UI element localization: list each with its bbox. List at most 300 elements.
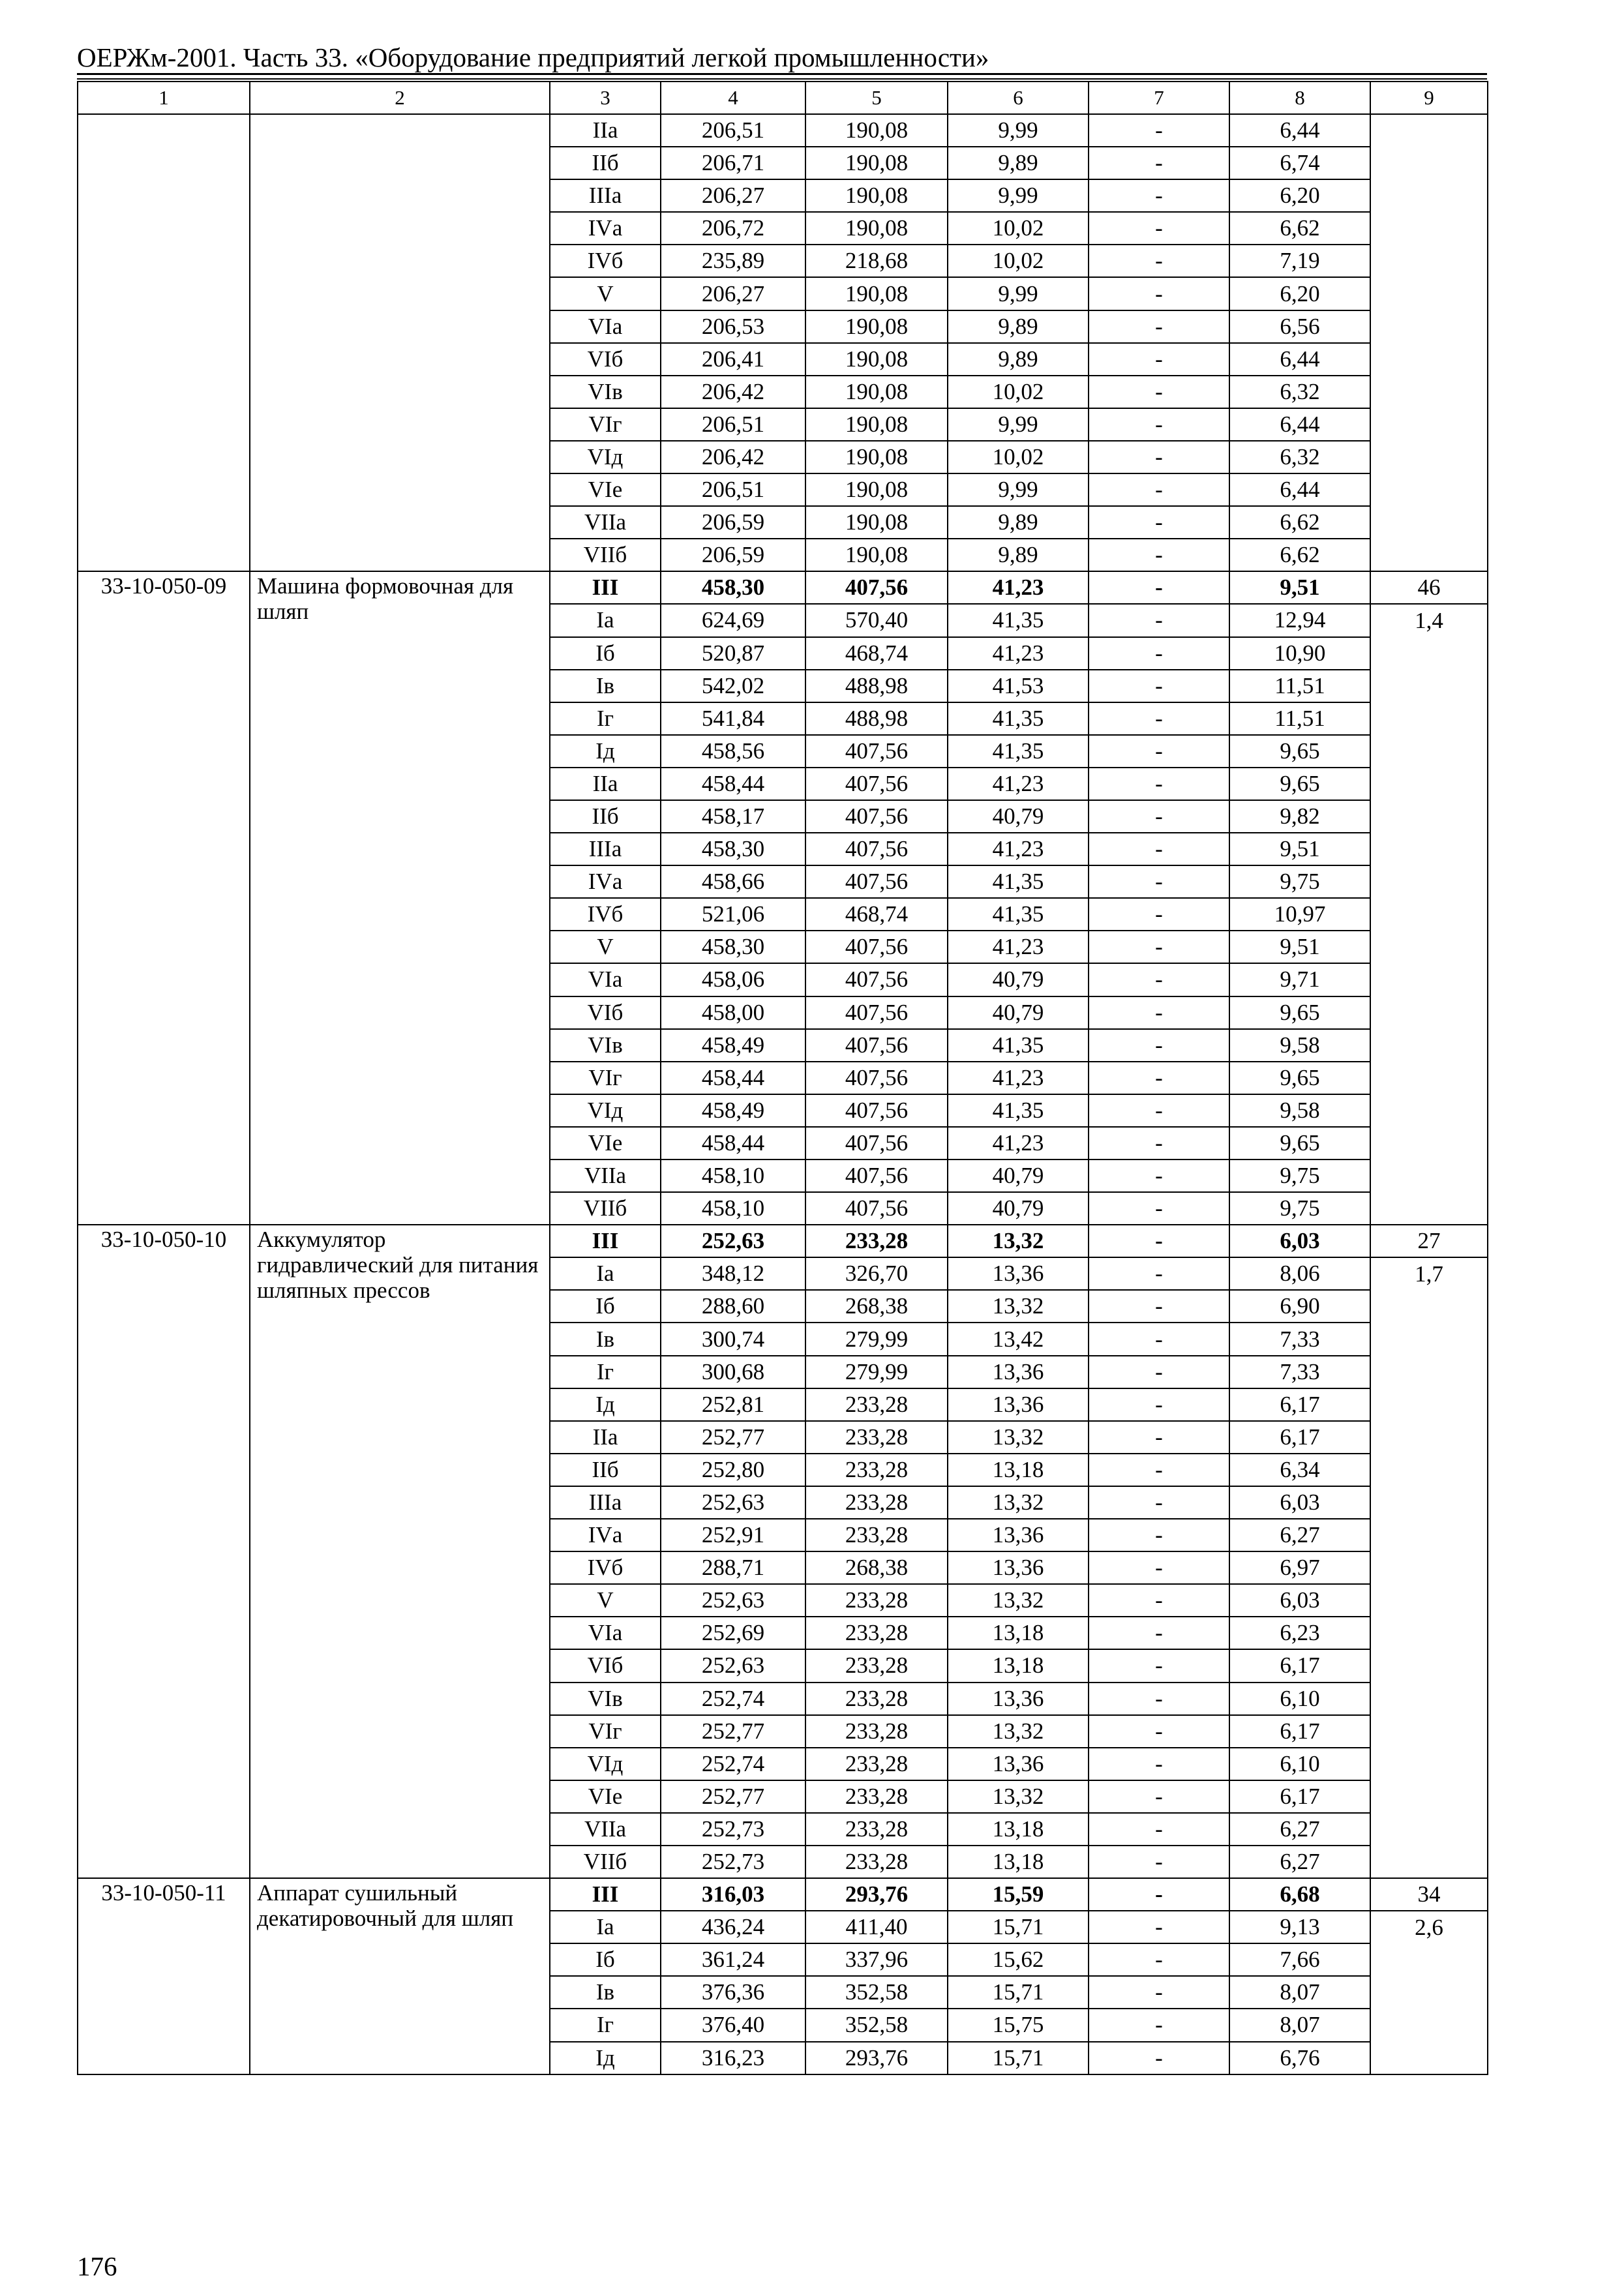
base-cost-cell: 252,77	[661, 1780, 805, 1813]
name-cell	[250, 114, 550, 571]
base-cost-cell: 300,74	[661, 1323, 805, 1355]
materials-cell: 6,56	[1229, 310, 1370, 343]
machine-operation-cell: 9,99	[948, 179, 1089, 212]
condition-cell: IVа	[550, 865, 661, 898]
machinists-wages-cell: -	[1089, 147, 1229, 179]
table-row	[78, 1225, 1488, 1257]
materials-cell: 8,06	[1229, 1257, 1370, 1290]
wages-cell: 407,56	[805, 768, 948, 800]
condition-cell: Iб	[550, 637, 661, 670]
page-number: 176	[77, 2251, 117, 2281]
materials-cell: 6,03	[1229, 1486, 1370, 1519]
materials-cell: 9,51	[1229, 571, 1370, 604]
condition-cell: VIд	[550, 1094, 661, 1127]
machinists-wages-cell: -	[1089, 343, 1229, 376]
wages-cell: 407,56	[805, 996, 948, 1029]
condition-cell: V	[550, 931, 661, 963]
condition-cell: VIе	[550, 1127, 661, 1159]
base-cost-cell: 206,42	[661, 376, 805, 408]
wages-cell: 190,08	[805, 212, 948, 245]
base-cost-cell: 458,44	[661, 768, 805, 800]
condition-cell: Iг	[550, 702, 661, 735]
wages-cell: 233,28	[805, 1846, 948, 1878]
machine-operation-cell: 13,36	[948, 1356, 1089, 1388]
machine-operation-cell: 9,89	[948, 506, 1089, 539]
machinists-wages-cell: -	[1089, 441, 1229, 473]
extra-cell	[1370, 114, 1488, 571]
materials-cell: 6,76	[1229, 2042, 1370, 2074]
wages-cell: 233,28	[805, 1454, 948, 1486]
machine-operation-cell: 41,35	[948, 604, 1089, 636]
materials-cell: 6,03	[1229, 1225, 1370, 1257]
wages-cell: 233,28	[805, 1388, 948, 1421]
extra-cell: 1,7	[1370, 1257, 1488, 1878]
machine-operation-cell: 41,23	[948, 833, 1089, 865]
machinists-wages-cell: -	[1089, 1813, 1229, 1846]
condition-cell: Iб	[550, 1290, 661, 1323]
materials-cell: 6,62	[1229, 212, 1370, 245]
wages-cell: 233,28	[805, 1715, 948, 1748]
condition-cell: IIа	[550, 1421, 661, 1454]
materials-cell: 6,20	[1229, 277, 1370, 310]
condition-cell: VIа	[550, 963, 661, 996]
machinists-wages-cell: -	[1089, 1519, 1229, 1551]
materials-cell: 8,07	[1229, 1976, 1370, 2009]
condition-cell: VIIб	[550, 539, 661, 571]
machine-operation-cell: 40,79	[948, 800, 1089, 833]
machine-operation-cell: 10,02	[948, 441, 1089, 473]
wages-cell: 190,08	[805, 277, 948, 310]
materials-cell: 7,66	[1229, 1943, 1370, 1976]
condition-cell: Iд	[550, 2042, 661, 2074]
extra-cell: 27	[1370, 1225, 1488, 1257]
condition-cell: Iд	[550, 1388, 661, 1421]
machinists-wages-cell: -	[1089, 1715, 1229, 1748]
machine-operation-cell: 13,32	[948, 1780, 1089, 1813]
machine-operation-cell: 13,32	[948, 1421, 1089, 1454]
wages-cell: 407,56	[805, 571, 948, 604]
machinists-wages-cell: -	[1089, 1029, 1229, 1062]
machinists-wages-cell: -	[1089, 604, 1229, 636]
wages-cell: 233,28	[805, 1617, 948, 1649]
code-cell: 33-10-050-09	[78, 571, 250, 1225]
condition-cell: IVб	[550, 898, 661, 931]
base-cost-cell: 252,73	[661, 1813, 805, 1846]
machine-operation-cell: 41,35	[948, 1094, 1089, 1127]
condition-cell: VIIа	[550, 506, 661, 539]
wages-cell: 411,40	[805, 1911, 948, 1943]
materials-cell: 9,65	[1229, 996, 1370, 1029]
base-cost-cell: 252,69	[661, 1617, 805, 1649]
base-cost-cell: 206,53	[661, 310, 805, 343]
materials-cell: 6,32	[1229, 376, 1370, 408]
base-cost-cell: 458,30	[661, 833, 805, 865]
materials-cell: 8,07	[1229, 2009, 1370, 2041]
condition-cell: IIб	[550, 147, 661, 179]
machine-operation-cell: 13,18	[948, 1454, 1089, 1486]
machinists-wages-cell: -	[1089, 1551, 1229, 1584]
base-cost-cell: 458,49	[661, 1029, 805, 1062]
wages-cell: 190,08	[805, 179, 948, 212]
wages-cell: 407,56	[805, 1159, 948, 1192]
machinists-wages-cell: -	[1089, 735, 1229, 768]
machine-operation-cell: 9,99	[948, 277, 1089, 310]
base-cost-cell: 252,77	[661, 1421, 805, 1454]
condition-cell: VIа	[550, 1617, 661, 1649]
machinists-wages-cell: -	[1089, 571, 1229, 604]
machine-operation-cell: 15,71	[948, 1976, 1089, 2009]
machine-operation-cell: 13,36	[948, 1748, 1089, 1780]
machine-operation-cell: 15,62	[948, 1943, 1089, 1976]
machinists-wages-cell: -	[1089, 1257, 1229, 1290]
base-cost-cell: 235,89	[661, 245, 805, 277]
base-cost-cell: 252,73	[661, 1846, 805, 1878]
materials-cell: 6,10	[1229, 1683, 1370, 1715]
base-cost-cell: 458,30	[661, 571, 805, 604]
base-cost-cell: 288,71	[661, 1551, 805, 1584]
condition-cell: VIб	[550, 1649, 661, 1682]
materials-cell: 6,27	[1229, 1519, 1370, 1551]
wages-cell: 407,56	[805, 1062, 948, 1094]
materials-cell: 6,32	[1229, 441, 1370, 473]
base-cost-cell: 458,44	[661, 1062, 805, 1094]
wages-cell: 190,08	[805, 310, 948, 343]
materials-cell: 6,17	[1229, 1649, 1370, 1682]
base-cost-cell: 458,56	[661, 735, 805, 768]
wages-cell: 190,08	[805, 539, 948, 571]
base-cost-cell: 206,59	[661, 506, 805, 539]
machinists-wages-cell: -	[1089, 1911, 1229, 1943]
machine-operation-cell: 15,59	[948, 1878, 1089, 1911]
wages-cell: 233,28	[805, 1780, 948, 1813]
machinists-wages-cell: -	[1089, 833, 1229, 865]
materials-cell: 7,33	[1229, 1323, 1370, 1355]
wages-cell: 279,99	[805, 1356, 948, 1388]
machinists-wages-cell: -	[1089, 539, 1229, 571]
materials-cell: 9,58	[1229, 1029, 1370, 1062]
materials-cell: 6,20	[1229, 179, 1370, 212]
condition-cell: Iв	[550, 1323, 661, 1355]
materials-cell: 6,62	[1229, 506, 1370, 539]
machine-operation-cell: 13,18	[948, 1846, 1089, 1878]
wages-cell: 407,56	[805, 931, 948, 963]
condition-cell: III	[550, 1878, 661, 1911]
wages-cell: 233,28	[805, 1584, 948, 1617]
wages-cell: 190,08	[805, 343, 948, 376]
machine-operation-cell: 13,36	[948, 1551, 1089, 1584]
base-cost-cell: 436,24	[661, 1911, 805, 1943]
base-cost-cell: 300,68	[661, 1356, 805, 1388]
machine-operation-cell: 40,79	[948, 996, 1089, 1029]
machinists-wages-cell: -	[1089, 376, 1229, 408]
machine-operation-cell: 41,35	[948, 1029, 1089, 1062]
condition-cell: Iг	[550, 2009, 661, 2041]
machine-operation-cell: 13,36	[948, 1519, 1089, 1551]
condition-cell: VIг	[550, 408, 661, 441]
condition-cell: VIб	[550, 343, 661, 376]
base-cost-cell: 541,84	[661, 702, 805, 735]
materials-cell: 9,71	[1229, 963, 1370, 996]
machine-operation-cell: 9,89	[948, 343, 1089, 376]
condition-cell: IIIа	[550, 833, 661, 865]
machinists-wages-cell: -	[1089, 1192, 1229, 1225]
materials-cell: 6,17	[1229, 1715, 1370, 1748]
wages-cell: 407,56	[805, 1127, 948, 1159]
code-cell: 33-10-050-10	[78, 1225, 250, 1878]
wages-cell: 233,28	[805, 1519, 948, 1551]
wages-cell: 407,56	[805, 735, 948, 768]
condition-cell: V	[550, 277, 661, 310]
code-cell	[78, 114, 250, 571]
machinists-wages-cell: -	[1089, 1127, 1229, 1159]
base-cost-cell: 206,41	[661, 343, 805, 376]
machinists-wages-cell: -	[1089, 2042, 1229, 2074]
machine-operation-cell: 13,32	[948, 1584, 1089, 1617]
wages-cell: 352,58	[805, 1976, 948, 2009]
condition-cell: III	[550, 571, 661, 604]
wages-cell: 190,08	[805, 473, 948, 506]
base-cost-cell: 206,42	[661, 441, 805, 473]
machinists-wages-cell: -	[1089, 1062, 1229, 1094]
machinists-wages-cell: -	[1089, 637, 1229, 670]
machine-operation-cell: 10,02	[948, 212, 1089, 245]
wages-cell: 190,08	[805, 408, 948, 441]
machine-operation-cell: 13,32	[948, 1486, 1089, 1519]
base-cost-cell: 252,77	[661, 1715, 805, 1748]
materials-cell: 12,94	[1229, 604, 1370, 636]
base-cost-cell: 458,10	[661, 1159, 805, 1192]
machine-operation-cell: 41,23	[948, 768, 1089, 800]
base-cost-cell: 458,00	[661, 996, 805, 1029]
machine-operation-cell: 15,75	[948, 2009, 1089, 2041]
base-cost-cell: 206,51	[661, 408, 805, 441]
materials-cell: 9,51	[1229, 931, 1370, 963]
machine-operation-cell: 40,79	[948, 963, 1089, 996]
column-number: 9	[1370, 82, 1488, 114]
condition-cell: VIе	[550, 473, 661, 506]
machinists-wages-cell: -	[1089, 1649, 1229, 1682]
wages-cell: 293,76	[805, 1878, 948, 1911]
header-rule-thin	[77, 78, 1487, 80]
wages-cell: 407,56	[805, 1192, 948, 1225]
condition-cell: Iв	[550, 1976, 661, 2009]
base-cost-cell: 252,63	[661, 1584, 805, 1617]
base-cost-cell: 206,59	[661, 539, 805, 571]
machine-operation-cell: 41,35	[948, 865, 1089, 898]
column-numbers-row	[78, 82, 1488, 114]
machine-operation-cell: 13,18	[948, 1813, 1089, 1846]
machine-operation-cell: 9,89	[948, 147, 1089, 179]
machinists-wages-cell: -	[1089, 1584, 1229, 1617]
machinists-wages-cell: -	[1089, 1454, 1229, 1486]
machinists-wages-cell: -	[1089, 1617, 1229, 1649]
wages-cell: 233,28	[805, 1421, 948, 1454]
condition-cell: VIд	[550, 441, 661, 473]
condition-cell: IIб	[550, 1454, 661, 1486]
materials-cell: 6,27	[1229, 1813, 1370, 1846]
column-number: 6	[948, 82, 1089, 114]
wages-cell: 233,28	[805, 1748, 948, 1780]
wages-cell: 293,76	[805, 2042, 948, 2074]
condition-cell: Iв	[550, 670, 661, 702]
materials-cell: 6,44	[1229, 114, 1370, 147]
base-cost-cell: 206,51	[661, 473, 805, 506]
condition-cell: IIб	[550, 800, 661, 833]
materials-cell: 6,90	[1229, 1290, 1370, 1323]
materials-cell: 9,65	[1229, 1127, 1370, 1159]
wages-cell: 233,28	[805, 1225, 948, 1257]
condition-cell: VIIа	[550, 1813, 661, 1846]
machine-operation-cell: 13,36	[948, 1683, 1089, 1715]
wages-cell: 190,08	[805, 147, 948, 179]
materials-cell: 6,17	[1229, 1388, 1370, 1421]
condition-cell: IVа	[550, 1519, 661, 1551]
machine-operation-cell: 41,23	[948, 571, 1089, 604]
base-cost-cell: 458,30	[661, 931, 805, 963]
wages-cell: 218,68	[805, 245, 948, 277]
condition-cell: Iа	[550, 1257, 661, 1290]
machinists-wages-cell: -	[1089, 1943, 1229, 1976]
base-cost-cell: 520,87	[661, 637, 805, 670]
materials-cell: 6,10	[1229, 1748, 1370, 1780]
machine-operation-cell: 15,71	[948, 2042, 1089, 2074]
base-cost-cell: 252,81	[661, 1388, 805, 1421]
materials-cell: 6,44	[1229, 473, 1370, 506]
materials-cell: 9,58	[1229, 1094, 1370, 1127]
machinists-wages-cell: -	[1089, 1846, 1229, 1878]
materials-cell: 11,51	[1229, 702, 1370, 735]
machine-operation-cell: 13,42	[948, 1323, 1089, 1355]
wages-cell: 233,28	[805, 1486, 948, 1519]
machinists-wages-cell: -	[1089, 212, 1229, 245]
extra-cell: 46	[1370, 571, 1488, 604]
machinists-wages-cell: -	[1089, 2009, 1229, 2041]
materials-cell: 9,82	[1229, 800, 1370, 833]
wages-cell: 279,99	[805, 1323, 948, 1355]
wages-cell: 407,56	[805, 1094, 948, 1127]
base-cost-cell: 376,36	[661, 1976, 805, 2009]
materials-cell: 9,13	[1229, 1911, 1370, 1943]
condition-cell: VIб	[550, 996, 661, 1029]
materials-cell: 10,90	[1229, 637, 1370, 670]
condition-cell: Iд	[550, 735, 661, 768]
wages-cell: 352,58	[805, 2009, 948, 2041]
machine-operation-cell: 10,02	[948, 245, 1089, 277]
materials-cell: 9,75	[1229, 1159, 1370, 1192]
wages-cell: 233,28	[805, 1813, 948, 1846]
wages-cell: 190,08	[805, 506, 948, 539]
machinists-wages-cell: -	[1089, 1878, 1229, 1911]
wages-cell: 407,56	[805, 1029, 948, 1062]
machine-operation-cell: 9,89	[948, 539, 1089, 571]
machinists-wages-cell: -	[1089, 114, 1229, 147]
condition-cell: VIг	[550, 1062, 661, 1094]
wages-cell: 190,08	[805, 441, 948, 473]
wages-cell: 233,28	[805, 1649, 948, 1682]
machinists-wages-cell: -	[1089, 1748, 1229, 1780]
base-cost-cell: 252,63	[661, 1649, 805, 1682]
machinists-wages-cell: -	[1089, 179, 1229, 212]
base-cost-cell: 458,49	[661, 1094, 805, 1127]
machinists-wages-cell: -	[1089, 1225, 1229, 1257]
machine-operation-cell: 15,71	[948, 1911, 1089, 1943]
base-cost-cell: 624,69	[661, 604, 805, 636]
condition-cell: VIв	[550, 376, 661, 408]
extra-cell: 2,6	[1370, 1911, 1488, 2074]
base-cost-cell: 206,27	[661, 277, 805, 310]
table-row	[78, 114, 1488, 147]
machine-operation-cell: 10,02	[948, 376, 1089, 408]
machine-operation-cell: 13,32	[948, 1715, 1089, 1748]
condition-cell: VIIб	[550, 1192, 661, 1225]
condition-cell: IIа	[550, 114, 661, 147]
materials-cell: 6,97	[1229, 1551, 1370, 1584]
base-cost-cell: 252,80	[661, 1454, 805, 1486]
machinists-wages-cell: -	[1089, 473, 1229, 506]
wages-cell: 407,56	[805, 963, 948, 996]
base-cost-cell: 458,44	[661, 1127, 805, 1159]
condition-cell: IIIа	[550, 1486, 661, 1519]
base-cost-cell: 206,72	[661, 212, 805, 245]
machinists-wages-cell: -	[1089, 1290, 1229, 1323]
machine-operation-cell: 9,99	[948, 114, 1089, 147]
machine-operation-cell: 41,23	[948, 1062, 1089, 1094]
wages-cell: 407,56	[805, 833, 948, 865]
extra-cell: 1,4	[1370, 604, 1488, 1225]
wages-cell: 337,96	[805, 1943, 948, 1976]
materials-cell: 9,51	[1229, 833, 1370, 865]
materials-cell: 9,75	[1229, 865, 1370, 898]
machinists-wages-cell: -	[1089, 931, 1229, 963]
wages-cell: 488,98	[805, 670, 948, 702]
machinists-wages-cell: -	[1089, 702, 1229, 735]
machinists-wages-cell: -	[1089, 1356, 1229, 1388]
base-cost-cell: 252,74	[661, 1748, 805, 1780]
column-number: 1	[78, 82, 250, 114]
machine-operation-cell: 41,23	[948, 1127, 1089, 1159]
wages-cell: 233,28	[805, 1683, 948, 1715]
materials-cell: 6,17	[1229, 1421, 1370, 1454]
wages-cell: 570,40	[805, 604, 948, 636]
materials-cell: 6,23	[1229, 1617, 1370, 1649]
column-number: 5	[805, 82, 948, 114]
materials-cell: 9,65	[1229, 1062, 1370, 1094]
materials-cell: 10,97	[1229, 898, 1370, 931]
machine-operation-cell: 9,89	[948, 310, 1089, 343]
condition-cell: IIIа	[550, 179, 661, 212]
wages-cell: 468,74	[805, 898, 948, 931]
base-cost-cell: 316,23	[661, 2042, 805, 2074]
materials-cell: 7,19	[1229, 245, 1370, 277]
base-cost-cell: 376,40	[661, 2009, 805, 2041]
condition-cell: Iб	[550, 1943, 661, 1976]
column-number: 4	[661, 82, 805, 114]
base-cost-cell: 252,63	[661, 1486, 805, 1519]
machinists-wages-cell: -	[1089, 1094, 1229, 1127]
column-number: 2	[250, 82, 550, 114]
machinists-wages-cell: -	[1089, 245, 1229, 277]
table-row	[78, 571, 1488, 604]
wages-cell: 407,56	[805, 800, 948, 833]
header-rule	[77, 73, 1487, 75]
machine-operation-cell: 41,35	[948, 898, 1089, 931]
machinists-wages-cell: -	[1089, 865, 1229, 898]
machinists-wages-cell: -	[1089, 1388, 1229, 1421]
wages-cell: 268,38	[805, 1551, 948, 1584]
base-cost-cell: 252,63	[661, 1225, 805, 1257]
condition-cell: VIг	[550, 1715, 661, 1748]
rates-table	[77, 81, 1488, 2075]
